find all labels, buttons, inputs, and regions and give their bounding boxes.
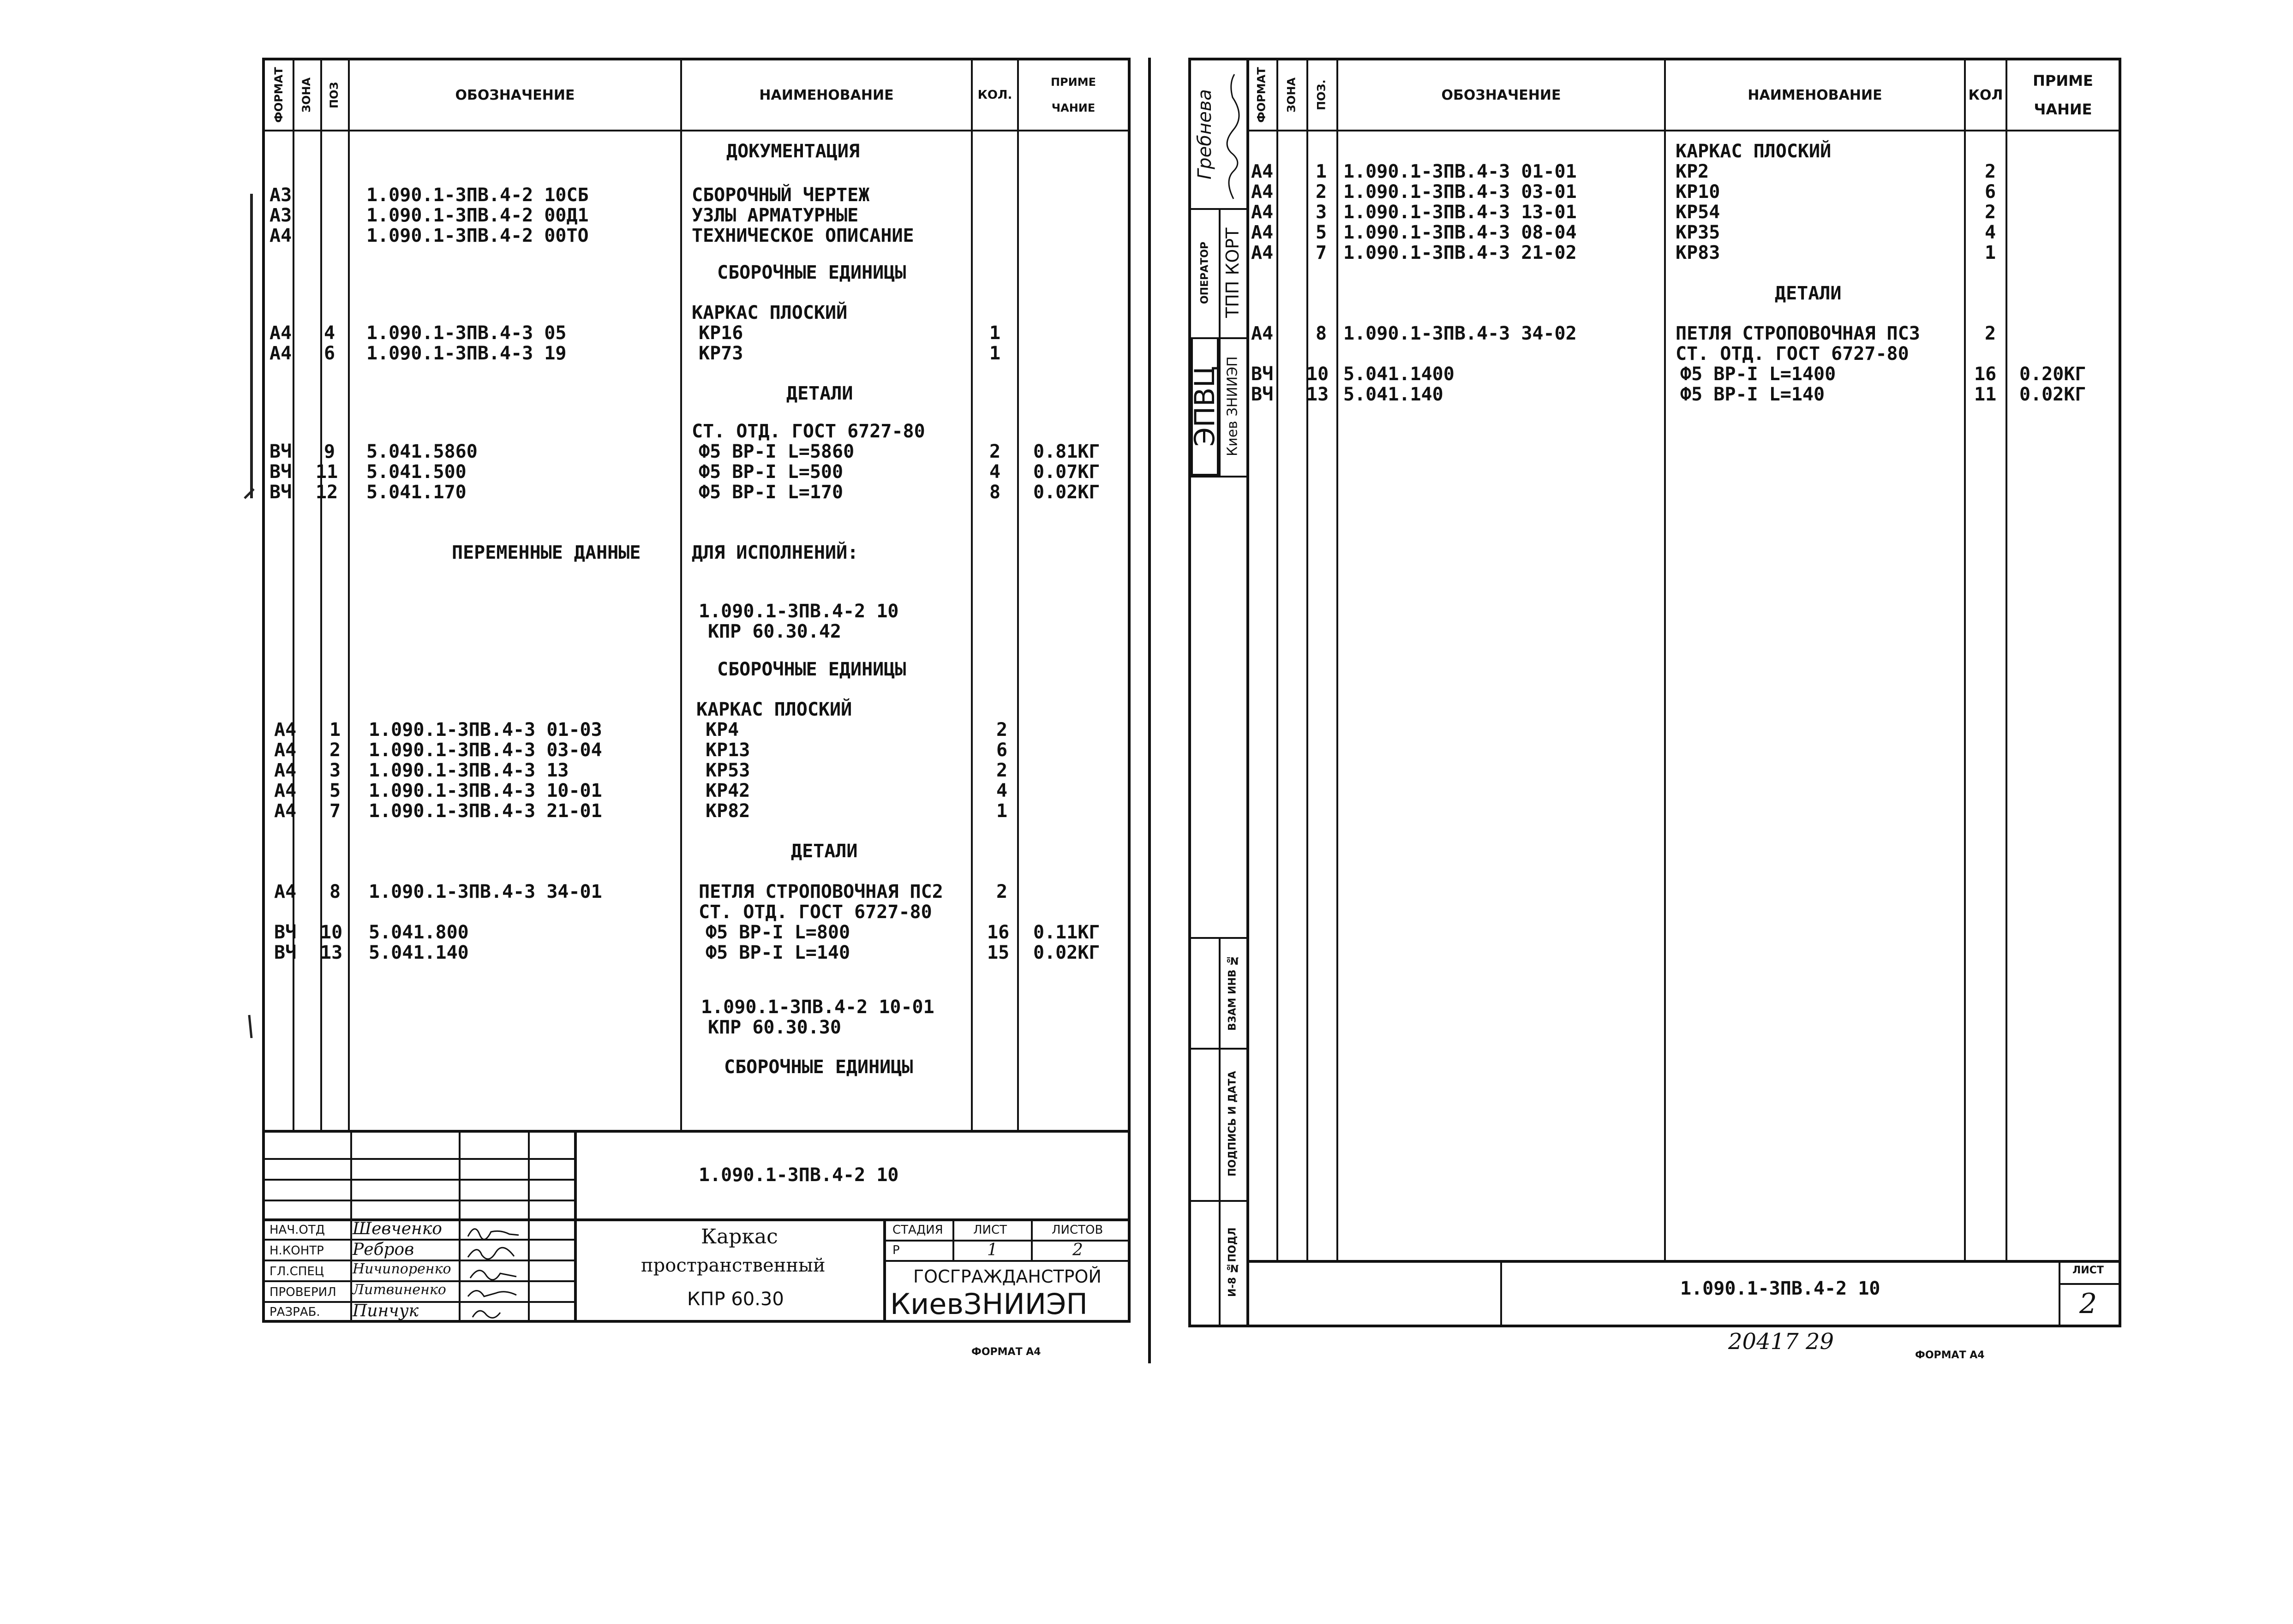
col-format-header: ФОРМАТ [1255,67,1268,123]
row-pos: 12 [316,482,338,503]
row-code: 1.090.1-3ПВ.4-2 00Д1 [366,205,589,226]
col-name-header: НАИМЕНОВАНИЕ [759,87,894,103]
row-code: 5.041.5860 [366,441,478,462]
row-pos: 11 [316,461,338,483]
row-code: 1.090.1-3ПВ.4-3 13 [369,760,569,781]
col-note-header-1: ПРИМЕ [1050,76,1096,89]
footer-sheet-number: 2 [2079,1288,2097,1320]
row-name: КР42 [706,780,750,801]
role-label: Н.КОНТР [269,1244,324,1258]
col-note-header [1019,60,1128,130]
stamp-sign-date: ПОДПИСЬ И ДАТА [1227,1071,1239,1177]
row-format: А4 [1251,242,1274,263]
row-pos: 1 [1316,161,1327,182]
row-qty: 2 [1985,202,1996,223]
row-qty: 2 [996,760,1008,781]
col-note-header-2: ЧАНИЕ [1051,102,1096,114]
row-qty: 1 [1985,242,1996,263]
row-code: 1.090.1-3ПВ.4-3 13-01 [1343,202,1577,223]
row-name: СТ. ОТД. ГОСТ 6727-80 [699,902,932,923]
stamp-operator: ОПЕРАТОР [1199,241,1211,304]
row-qty: 11 [1974,384,1997,405]
row-code: 1.090.1-3ПВ.4-3 01-01 [1343,161,1577,182]
row-pos: 5 [329,780,341,801]
version-name-2: КПР 60.30.30 [708,1017,841,1038]
row-format: ВЧ [269,482,292,503]
row-qty: 16 [987,922,1010,943]
col-note-header-2: ЧАНИЕ [2034,101,2092,118]
section-frame: КАРКАС ПЛОСКИЙ [1676,141,1832,162]
row-name: ПЕТЛЯ СТРОПОВОЧНАЯ ПС3 [1676,323,1920,344]
footer-sheet-label: ЛИСТ [2072,1265,2104,1276]
col-zone-header: ЗОНА [300,77,313,113]
sheets-label: ЛИСТОВ [1052,1223,1103,1237]
table-row [1191,384,2119,547]
sheets-value: 2 [1072,1241,1083,1260]
section-assembly-units-3: СБОРОЧНЫЕ ЕДИНИЦЫ [724,1057,913,1078]
role-label: РАЗРАБ. [269,1305,320,1319]
row-qty: 2 [996,719,1008,740]
row-name: Ф5 ВР-I L=5860 [699,441,855,462]
row-format: А4 [1251,202,1274,223]
section-for-versions: ДЛЯ ИСПОЛНЕНИЙ: [692,542,859,563]
signer-name: Пинчук [353,1302,419,1320]
row-name: КР13 [706,740,750,761]
row-pos: 13 [320,942,343,963]
row-pos: 7 [1316,242,1327,263]
row-qty: 8 [989,482,1001,503]
row-format: А4 [274,760,297,781]
stamp-tpp-kort: ТПП КОРТ [1222,227,1243,318]
col-name-header: НАИМЕНОВАНИЕ [1748,87,1882,103]
col-note-header [2007,60,2119,130]
row-code: 1.090.1-3ПВ.4-3 34-01 [369,881,602,902]
row-format: ВЧ [269,441,292,462]
row-format: А4 [1251,181,1274,203]
signer-name: Ребров [353,1240,414,1259]
row-qty: 2 [1985,323,1996,344]
row-qty: 16 [1974,364,1997,385]
stamp-inv-swap: ВЗАМ ИНВ № [1227,954,1239,1031]
row-pos: 1 [329,719,341,740]
row-code: 5.041.140 [369,942,469,963]
org-kievzniiep: КиевЗНИИЭП [890,1287,1088,1321]
product-code: КПР 60.30 [687,1289,784,1310]
row-code: 5.041.140 [1343,384,1443,405]
title-doc-code: 1.090.1-3ПВ.4-2 10 [699,1164,899,1186]
row-pos: 3 [329,760,341,781]
row-pos: 10 [320,922,343,943]
section-details: ДЕТАЛИ [786,383,853,404]
row-name: КР53 [706,760,750,781]
row-format: А4 [269,225,292,246]
stage-value: Р [892,1243,900,1257]
row-code: 1.090.1-3ПВ.4-2 00ТО [366,225,589,246]
row-code: 1.090.1-3ПВ.4-3 08-04 [1343,222,1577,243]
row-pos: 7 [329,800,341,822]
row-pos: 5 [1316,222,1327,243]
row-pos: 13 [1306,384,1329,405]
handwritten-archive-number: 20417 29 [1728,1329,1834,1355]
sheet-divider [1148,58,1151,1363]
section-details: ДЕТАЛИ [1775,283,1842,304]
row-name: СТ. ОТД. ГОСТ 6727-80 [1676,343,1909,364]
row-pos: 4 [324,322,335,344]
row-code: 1.090.1-3ПВ.4-2 10СБ [366,185,589,206]
col-pos-header: ПОЗ [328,82,341,108]
row-note: 0.20КГ [2019,364,2086,385]
row-name: КАРКАС ПЛОСКИЙ [696,699,852,720]
row-format: А4 [274,800,297,822]
row-code: 5.041.800 [369,922,469,943]
row-name: КР4 [706,719,739,740]
row-name: КР54 [1676,202,1720,223]
row-note: 0.02КГ [1033,942,1100,963]
row-qty: 1 [989,322,1001,344]
row-code: 1.090.1-3ПВ.4-3 05 [366,322,567,344]
row-note: 0.02КГ [1033,482,1100,503]
row-name: КР82 [706,800,750,822]
row-format: А4 [274,719,297,740]
right-format-note: ФОРМАТ А4 [1915,1349,1985,1361]
row-name: ТЕХНИЧЕСКОЕ ОПИСАНИЕ [692,225,914,246]
row-format: А3 [269,185,292,206]
row-name: Ф5 ВР-I L=1400 [1680,364,1836,385]
signer-name: Литвиненко [353,1282,446,1298]
section-assembly-units: СБОРОЧНЫЕ ЕДИНИЦЫ [717,262,906,283]
row-name: КР10 [1676,181,1720,203]
row-code: 1.090.1-3ПВ.4-3 19 [366,343,567,364]
row-name: КР16 [699,322,743,344]
stage-label: СТАДИЯ [892,1223,943,1237]
row-qty: 2 [1985,161,1996,182]
table-row [265,943,1128,1105]
row-pos: 2 [329,740,341,761]
row-note: 0.02КГ [2019,384,2086,405]
row-name: КР73 [699,343,743,364]
row-note: 0.81КГ [1033,441,1100,462]
product-name-1: Каркас [701,1225,778,1248]
col-qty-header: КОЛ. [977,88,1012,102]
row-name: Ф5 ВР-I L=170 [699,482,844,503]
col-designation-header: ОБОЗНАЧЕНИЕ [455,87,575,103]
row-qty: 2 [989,441,1001,462]
role-label: ГЛ.СПЕЦ [269,1265,324,1278]
stamp-epvc: ЭПВЦ [1191,337,1219,476]
row-name: Ф5 ВР-I L=500 [699,461,844,483]
col-note-header-1: ПРИМЕ [2033,72,2093,90]
row-qty: 6 [1985,181,1996,203]
stamp-org: Киев ЗНИИЭП [1224,356,1241,457]
row-pos: 6 [324,343,335,364]
row-qty: 4 [989,461,1001,483]
row-format: А3 [269,205,292,226]
row-format: А4 [274,881,297,902]
sheet-value: 1 [987,1241,998,1260]
row-name: Ф5 ВР-I L=140 [706,942,850,963]
sheet-label: ЛИСТ [973,1223,1007,1237]
section-details-2: ДЕТАЛИ [791,841,858,862]
row-qty: 1 [989,343,1001,364]
stamp-signature-grebneva: Гребнева [1194,89,1215,179]
row-code: 1.090.1-3ПВ.4-3 10-01 [369,780,602,801]
row-name: СБОРОЧНЫЙ ЧЕРТЕЖ [692,185,870,206]
row-format: А4 [1251,323,1274,344]
row-code: 1.090.1-3ПВ.4-3 03-01 [1343,181,1577,203]
row-qty: 1 [996,800,1008,822]
row-code: 1.090.1-3ПВ.4-3 01-03 [369,719,602,740]
right-sheet [1188,58,2121,1327]
row-name: ПЕТЛЯ СТРОПОВОЧНАЯ ПС2 [699,881,943,902]
signer-name: Шевченко [353,1219,442,1238]
row-format: А4 [269,343,292,364]
row-qty: 4 [1985,222,1996,243]
row-pos: 3 [1316,202,1327,223]
row-qty: 6 [996,740,1008,761]
row-code: 5.041.500 [366,461,467,483]
row-format: А4 [274,740,297,761]
org-gosgrazhdanstroy: ГОСГРАЖДАНСТРОЙ [913,1266,1102,1287]
row-qty: 2 [996,881,1008,902]
row-name: СТ. ОТД. ГОСТ 6727-80 [692,421,925,442]
row-code: 1.090.1-3ПВ.4-3 21-01 [369,800,602,822]
stamp-inv-orig: И-8 №ПОДЛ [1227,1227,1239,1297]
row-format: А4 [1251,222,1274,243]
row-format: ВЧ [1251,364,1274,385]
row-pos: 9 [324,441,335,462]
section-documentation: ДОКУМЕНТАЦИЯ [726,141,860,162]
row-code: 5.041.170 [366,482,467,503]
row-code: 1.090.1-3ПВ.4-3 21-02 [1343,242,1577,263]
version-name-1: КПР 60.30.42 [708,621,841,642]
row-name: КР2 [1676,161,1709,182]
signature-marks [463,1220,526,1322]
row-code: 5.041.1400 [1343,364,1455,385]
row-name: Ф5 ВР-I L=140 [1680,384,1825,405]
row-format: А4 [274,780,297,801]
row-note: 0.11КГ [1033,922,1100,943]
version-code-1: 1.090.1-3ПВ.4-2 10 [699,601,899,622]
row-format: А4 [1251,161,1274,182]
left-format-note: ФОРМАТ А4 [971,1346,1041,1358]
row-format: А4 [269,322,292,344]
col-format-header: ФОРМАТ [272,67,285,123]
scan-edge-marks [231,138,268,1038]
row-format: ВЧ [274,942,297,963]
row-format: ВЧ [274,922,297,943]
row-pos: 8 [1316,323,1327,344]
footer-doc-code: 1.090.1-3ПВ.4-2 10 [1680,1278,1880,1299]
col-pos-header: ПОЗ. [1315,79,1328,111]
row-name: КР35 [1676,222,1720,243]
row-name: УЗЛЫ АРМАТУРНЫЕ [692,205,859,226]
role-label: ПРОВЕРИЛ [269,1285,336,1299]
row-note: 0.07КГ [1033,461,1100,483]
row-pos: 10 [1306,364,1329,385]
product-name-2: пространственный [641,1255,826,1276]
row-name: КР83 [1676,242,1720,263]
col-zone-header: ЗОНА [1285,77,1298,113]
row-code: 1.090.1-3ПВ.4-3 03-04 [369,740,602,761]
role-label: НАЧ.ОТД [269,1223,325,1237]
left-sheet [262,58,1131,1323]
col-designation-header: ОБОЗНАЧЕНИЕ [1441,87,1561,103]
row-name: Ф5 ВР-I L=800 [706,922,850,943]
row-pos: 8 [329,881,341,902]
row-format: ВЧ [269,461,292,483]
row-qty: 15 [987,942,1010,963]
section-assembly-units-2: СБОРОЧНЫЕ ЕДИНИЦЫ [717,659,906,680]
title-block [265,1130,1128,1323]
row-pos: 2 [1316,181,1327,203]
row-code: 1.090.1-3ПВ.4-3 34-02 [1343,323,1577,344]
signer-name: Ничипоренко [353,1261,451,1277]
row-format: ВЧ [1251,384,1274,405]
col-qty-header: КОЛ [1968,87,2003,103]
row-qty: 4 [996,780,1008,801]
version-code-2: 1.090.1-3ПВ.4-2 10-01 [701,997,934,1018]
section-variable-data: ПЕРЕМЕННЫЕ ДАННЫЕ [452,542,641,563]
table-row [265,482,1128,645]
row-name: КАРКАС ПЛОСКИЙ [692,302,848,323]
